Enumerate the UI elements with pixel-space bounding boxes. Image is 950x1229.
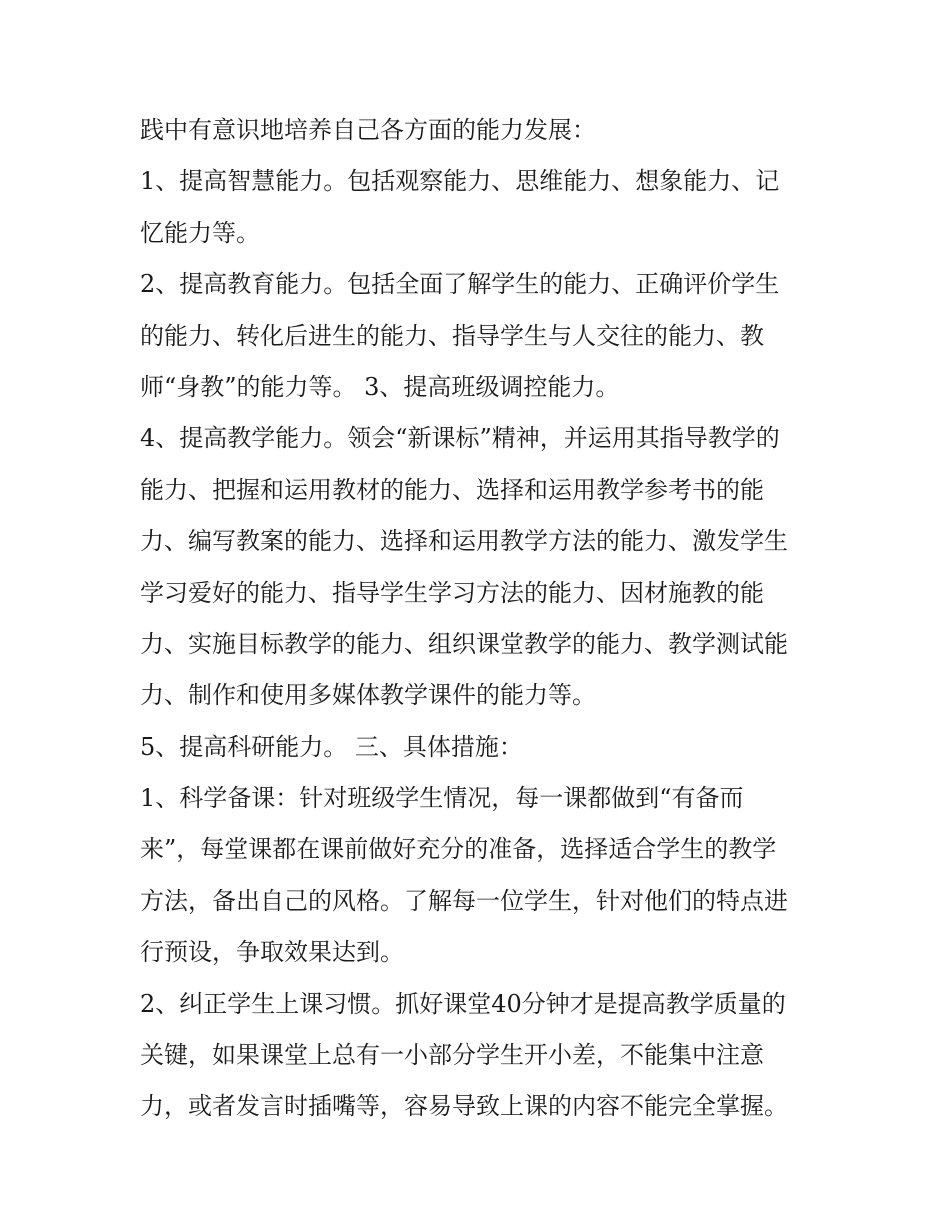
text-line: 的能力、转化后进生的能力、指导学生与人交往的能力、教 [140,321,764,350]
text-line: 关键，如果课堂上总有一小部分学生开小差，不能集中注意 [140,1041,764,1070]
text-line: 4、提高教学能力。领会“新课标”精神，并运用其指导教学的 [140,424,780,453]
text-line: 力、制作和使用多媒体教学课件的能力等。 [140,681,596,710]
text-line: 5、提高科研能力。 三、具体措施： [140,732,523,761]
text-line: 学习爱好的能力、指导学生学习方法的能力、因材施教的能 [140,578,764,607]
text-line: 行预设，争取效果达到。 [140,938,404,967]
text-line: 1、提高智慧能力。包括观察能力、思维能力、想象能力、记 [140,167,780,196]
text-line: 2、纠正学生上课习惯。抓好课堂40分钟才是提高教学质量的 [140,989,786,1018]
document-body [140,105,830,1133]
text-line: 力，或者发言时插嘴等，容易导致上课的内容不能完全掌握。 [140,1092,788,1121]
text-line: 能力、把握和运用教材的能力、选择和运用教学参考书的能 [140,475,764,504]
text-line: 2、提高教育能力。包括全面了解学生的能力、正确评价学生 [140,270,780,299]
text-line: 方法，备出自己的风格。了解每一位学生，针对他们的特点进 [140,886,788,915]
text-line: 力、编写教案的能力、选择和运用教学方法的能力、激发学生 [140,527,788,556]
text-line: 忆能力等。 [140,218,260,247]
text-line: 践中有意识地培养自己各方面的能力发展： [140,116,596,144]
text-line: 力、实施目标教学的能力、组织课堂教学的能力、教学测试能 [140,629,788,658]
text-line: 师“身教”的能力等。 3、提高班级调控能力。 [140,372,620,401]
text-line: 1、科学备课：针对班级学生情况，每一课都做到“有备而 [140,784,744,813]
text-line: 来”，每堂课都在课前做好充分的准备，选择适合学生的教学 [140,835,777,864]
